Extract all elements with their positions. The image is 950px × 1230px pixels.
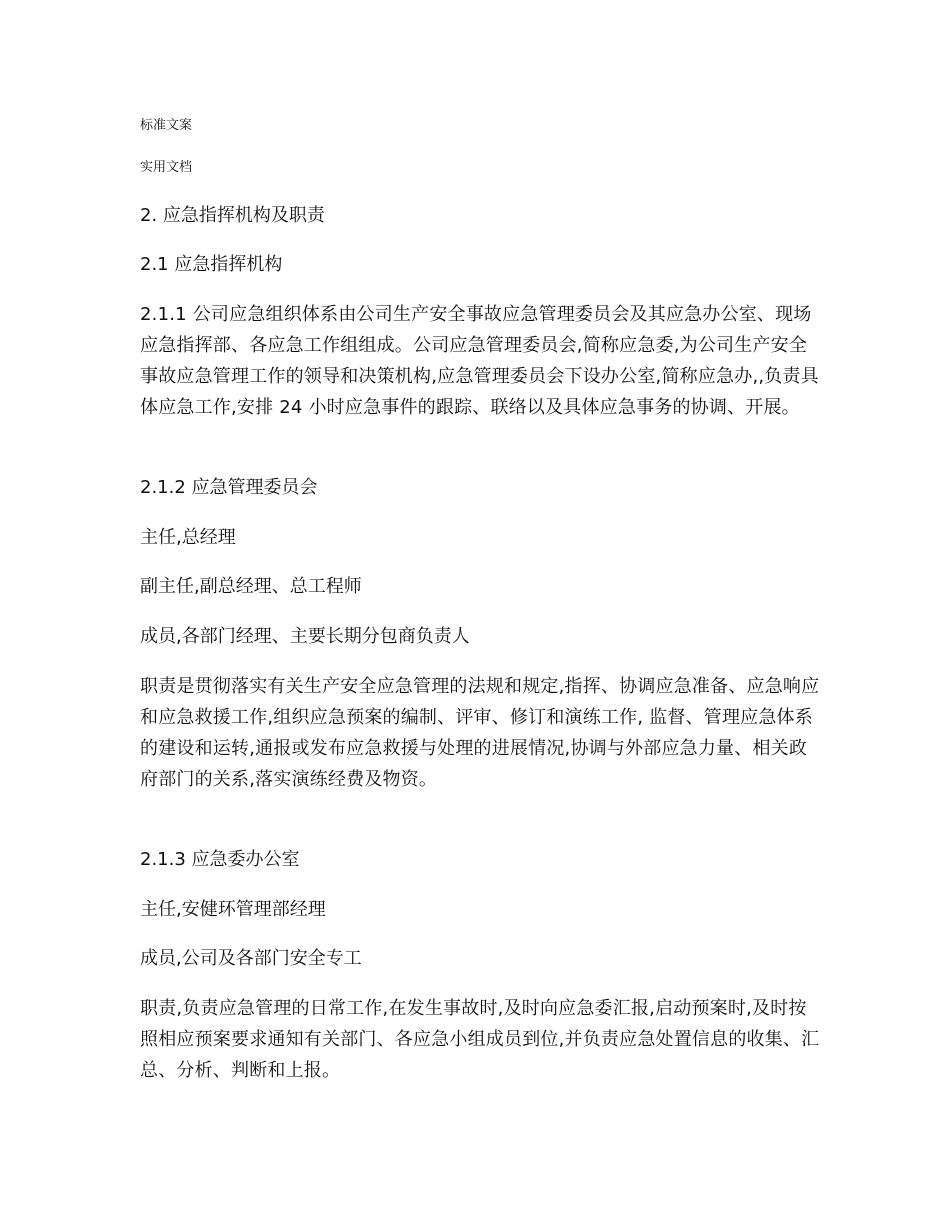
- section-heading-2-1: 2.1 应急指挥机构: [140, 254, 283, 275]
- paragraph-duty-office: 职责,负责应急管理的日常工作,在发生事故时,及时向应急委汇报,启动预案时,及时按照相应预案要求通知有关部门、各应急小组成员到位,并负责应急处置信息的收集、汇总、分析、判断和上报。: [140, 998, 820, 1081]
- header-label-standard: 标准文案: [140, 118, 193, 133]
- paragraph-2-1-1: 2.1.1 公司应急组织体系由公司生产安全事故应急管理委员会及其应急办公室、现场应急指挥部、各应急工作组组成。公司应急管理委员会,简称应急委,为公司生产安全事故应急管理工作的领导和决策机构,应急管理委员会下设办公室,简称应急办,,负责具体应急工作,安排 24 小时应急事件的跟踪、联络以及具体应急事务的协调、开展。: [140, 304, 819, 418]
- section-heading-2-1-3: 2.1.3 应急委办公室: [140, 849, 300, 870]
- line-director: 主任,总经理: [140, 527, 236, 548]
- paragraph-duty-committee: 职责是贯彻落实有关生产安全应急管理的法规和规定,指挥、协调应急准备、应急响应和应急救援工作,组织应急预案的编制、评审、修订和演练工作, 监督、管理应急体系的建设和运转,通报或发布应急救援与处理的进展情况,协调与外部应急力量、相关政府部门的关系,落实演练经费及物资。: [140, 676, 820, 790]
- section-heading-2: 2. 应急指挥机构及职责: [140, 205, 325, 226]
- line-office-director: 主任,安健环管理部经理: [140, 899, 326, 920]
- section-heading-2-1-2: 2.1.2 应急管理委员会: [140, 477, 318, 498]
- line-deputy-director: 副主任,副总经理、总工程师: [140, 576, 362, 597]
- line-office-members: 成员,公司及各部门安全专工: [140, 948, 362, 969]
- header-label-practical: 实用文档: [140, 160, 193, 175]
- line-members: 成员,各部门经理、主要长期分包商负责人: [140, 626, 470, 647]
